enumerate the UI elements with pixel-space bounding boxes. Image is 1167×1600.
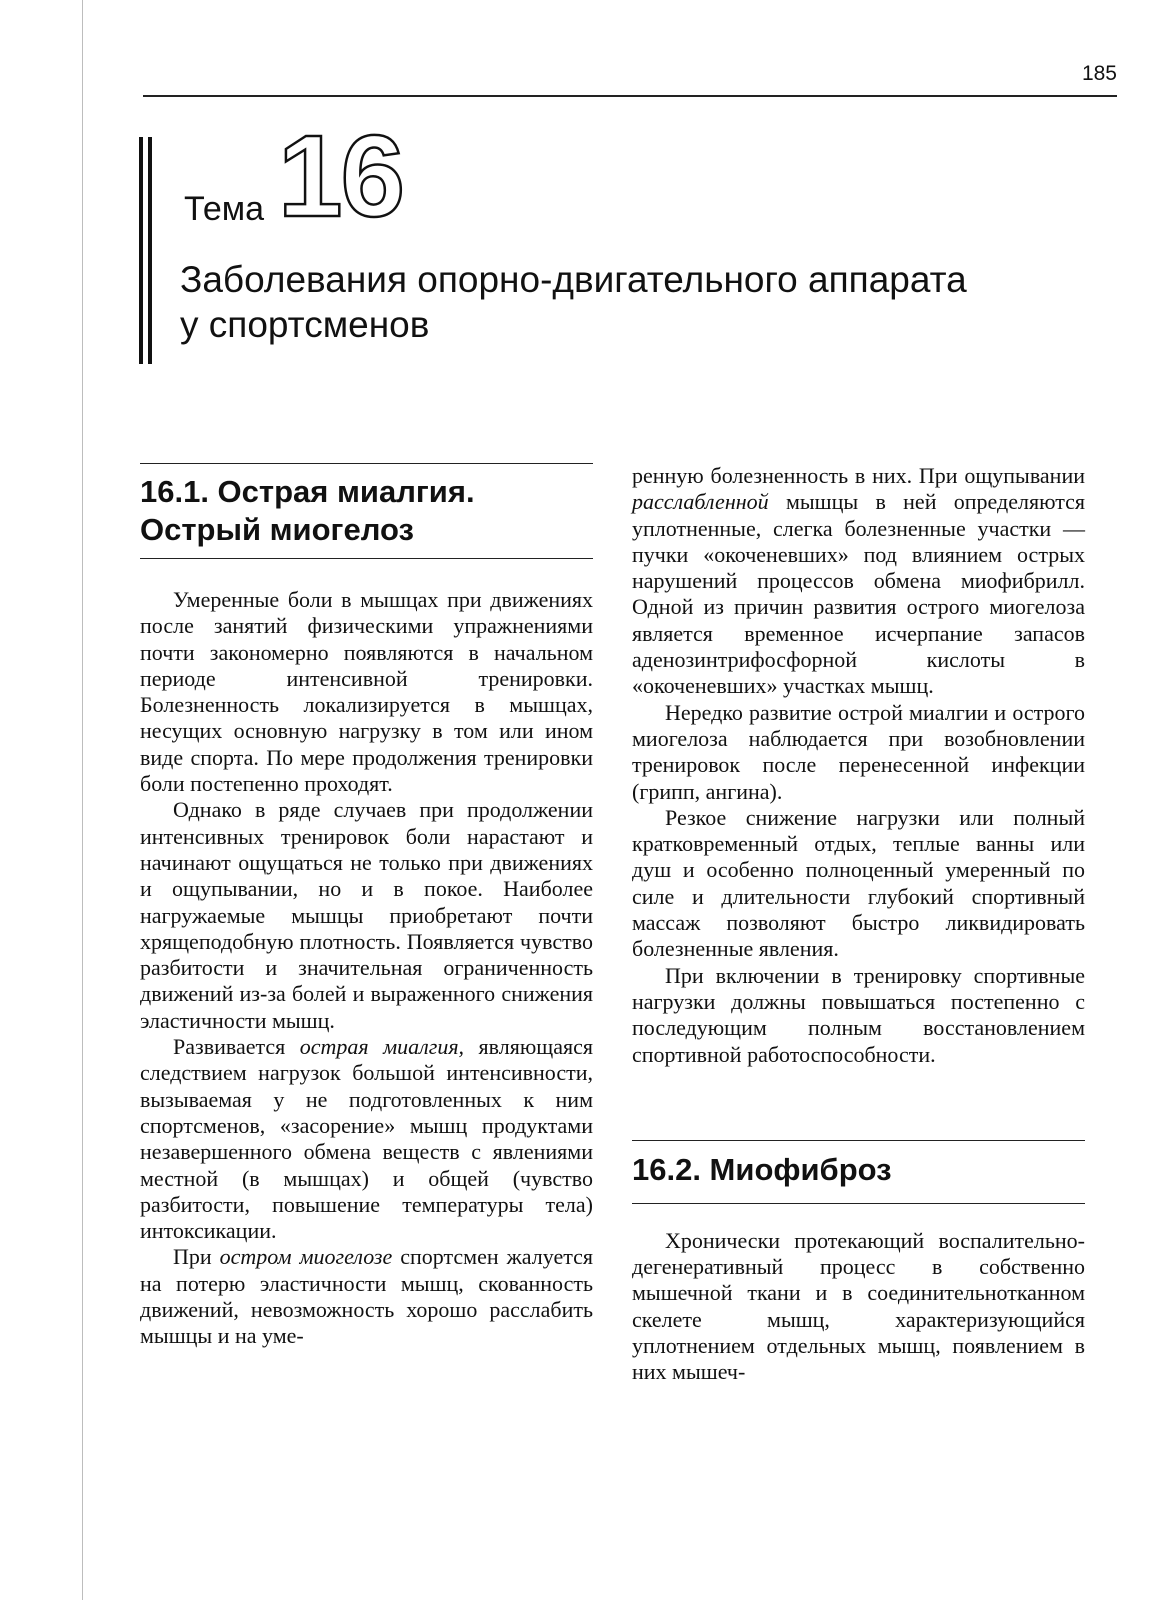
section-1-paragraph-1: Умеренные боли в мышцах при движениях после занятий физическими упражнениями почти закономерно появляются в начальном периоде интенсивной тренировки. Болезненность локализируется в мышцах, несущих основную нагрузку в том или ином виде спорта. По мере продолжения тренировки боли постепенно проходят. (140, 587, 593, 797)
section-1-paragraph-2: Однако в ряде случаев при продолжении интенсивных тренировок боли нарастают и начинают ощущаться не только при движениях и ощупывании, но и в покое. Наиболее нагружаемые мышцы приобретают почти хрящеподобную плотность. Появляется чувство разбитости и значительная ограниченность движений из-за болей и выраженного снижения эластичности мышц. (140, 797, 593, 1033)
page-edge-line (82, 0, 83, 1600)
italic-term: острая миалгия, (299, 1034, 465, 1060)
chapter-title-line-2: у спортсменов (180, 304, 430, 345)
italic-term: расслабленной (632, 489, 769, 515)
section-1-paragraph-8: При включении в тренировку спортивные нагрузки должны повышаться постепенно с последующим полным восстановлением спортивной работоспособности. (632, 962, 1085, 1067)
paragraph-text: спортсмен жалуется на потерю эластичности мышц, скованность движений, невозможность хорошо расслабить мышцы и на уме- (140, 1244, 593, 1349)
right-column (632, 463, 1085, 1386)
paragraph-text: ренную болезненность в них. При ощупывании (632, 463, 1085, 488)
paragraph-text: являющаяся следствием нагрузок большой интенсивности, вызываемая у не подготовленных к ним спортсменов, «засорение» мышц продуктами незавершенного обмена веществ с явлениями местной (в мышцах) и общей (чувство разбитости, повышение температуры тела) интоксикации. (140, 1034, 593, 1244)
header-rule (143, 95, 1117, 97)
section-1-paragraph-6: Нередко развитие острой миалгии и острого миогелоза наблюдается при возобновлении тренировок после перенесенной инфекции (грипп, ангина). (632, 699, 1085, 804)
section-1-paragraph-5 (632, 463, 1085, 700)
chapter-number: 16 (278, 111, 404, 241)
section-2-heading: 16.2. Миофиброз (632, 1151, 892, 1187)
section-1-bottom-rule (140, 558, 593, 559)
chapter-title-line-1: Заболевания опорно-двигательного аппарата (180, 259, 967, 300)
section-1-heading (140, 473, 593, 549)
section-1-heading-line-1: 16.1. Острая миалгия. (140, 474, 475, 509)
paragraph-text: мышцы в ней определяются уплотненные, слегка болезненные участки — пучки «окоченевших» под влиянием острых нарушений процессов обмена миофибрилл. Одной из причин развития острого миогелоза является временное исчерпание запасов аденозинтрифосфорной кислоты в «окоченевших» участках мышц. (632, 489, 1085, 699)
section-2-bottom-rule (632, 1203, 1085, 1204)
section-1-paragraph-3 (140, 1034, 593, 1244)
paragraph-text: При (173, 1244, 220, 1270)
chapter-side-bar (139, 137, 152, 364)
chapter-label: Тема (184, 190, 265, 228)
section-2-paragraph-1: Хронически протекающий воспалительно-дегенеративный процесс в собственно мышечной ткани и в соединительнотканном скелете мышц, характеризующийся уплотнением отдельных мышц, появлением в них мышеч- (632, 1227, 1085, 1385)
chapter-title (180, 257, 1080, 347)
section-1-heading-line-2: Острый миогелоз (140, 512, 414, 547)
section-1-top-rule (140, 463, 593, 464)
paragraph-text: Развивается (173, 1034, 300, 1060)
left-column (140, 463, 593, 1350)
page-number: 185 (1081, 62, 1117, 85)
section-1-paragraph-4 (140, 1244, 593, 1349)
section-2-top-rule (632, 1140, 1085, 1141)
section-1-paragraph-7: Резкое снижение нагрузки или полный кратковременный отдых, теплые ванны или душ и особенно полноценный умеренный по силе и длительности глубокий спортивный массаж позволяют быстро ликвидировать болезненные явления. (632, 804, 1085, 962)
italic-term: остром миогелозе (219, 1244, 393, 1270)
